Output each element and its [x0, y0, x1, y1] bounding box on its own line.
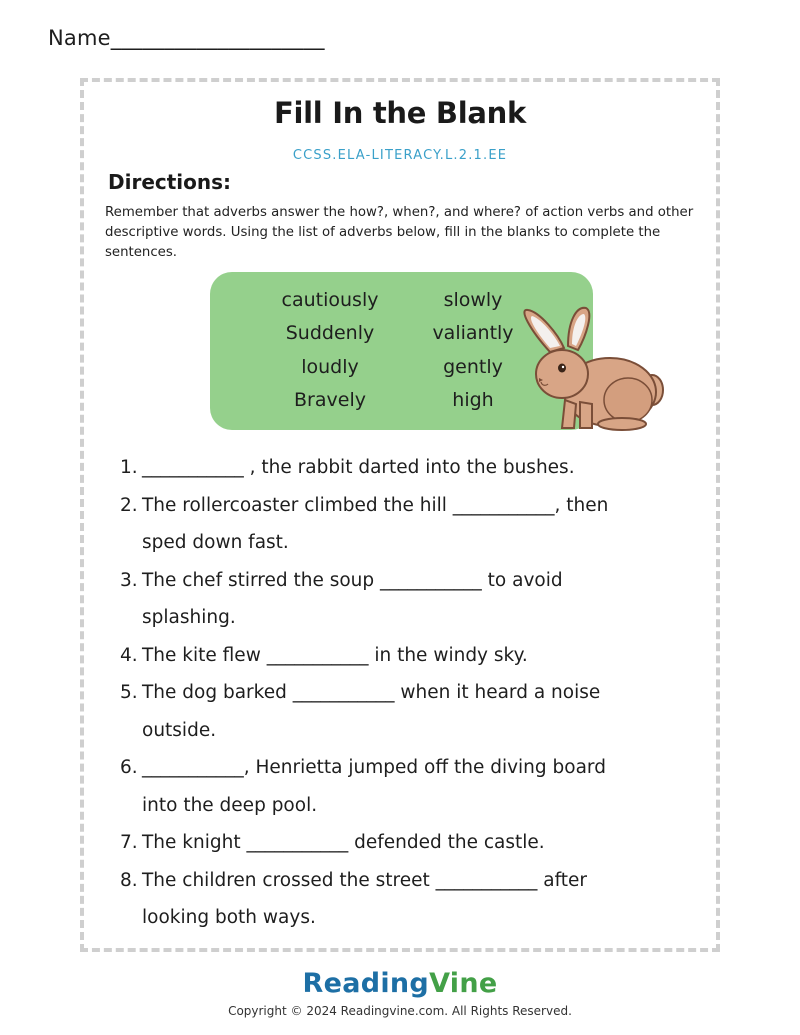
question-text-continued: outside. — [142, 719, 217, 741]
question-text: The chef stirred the soup ___________ to avoid — [142, 569, 563, 591]
question-text: The children crossed the street ___________ after — [142, 869, 587, 891]
readingvine-logo — [0, 968, 800, 999]
question-item — [120, 674, 720, 749]
question-number: 2. — [120, 494, 138, 516]
question-text-continued: sped down fast. — [142, 532, 289, 553]
word-bank-item: high — [452, 389, 494, 411]
question-text: ___________, Henrietta jumped off the diving board — [142, 757, 606, 778]
question-item — [120, 824, 720, 862]
question-item — [120, 637, 720, 675]
question-number: 4. — [120, 644, 138, 666]
question-text: ___________ , the rabbit darted into the bushes. — [142, 457, 575, 478]
directions-heading: Directions: — [108, 170, 232, 194]
name-field-line: Name____________________ — [48, 26, 325, 50]
question-item — [120, 749, 720, 824]
word-bank-item: valiantly — [432, 322, 514, 344]
question-number: 3. — [120, 569, 138, 591]
question-number: 1. — [120, 457, 138, 478]
directions-text: Remember that adverbs answer the how?, when?, and where? of action verbs and other descriptive words. Using the list of adverbs below, fill in the blanks to complete the sentences. — [105, 205, 694, 260]
question-item — [120, 487, 720, 562]
word-bank-item: Bravely — [294, 389, 366, 411]
word-bank-item: Suddenly — [285, 322, 375, 344]
word-bank-item: gently — [443, 356, 503, 378]
question-list — [120, 449, 720, 937]
question-item — [120, 449, 720, 487]
question-item — [120, 562, 720, 637]
word-bank-item: cautiously — [281, 289, 379, 311]
question-text-continued: splashing. — [142, 607, 236, 628]
question-number: 6. — [120, 757, 138, 778]
worksheet-title: Fill In the Blank — [274, 96, 526, 130]
word-bank-item: loudly — [301, 356, 359, 378]
question-text: The knight ___________ defended the castle. — [142, 832, 545, 853]
question-text-continued: looking both ways. — [142, 907, 316, 928]
question-text: The dog barked ___________ when it heard a noise — [142, 682, 601, 703]
question-item — [120, 862, 720, 937]
question-number: 7. — [120, 832, 138, 853]
rabbit-illustration — [510, 300, 670, 440]
logo-reading: Reading — [302, 968, 430, 999]
question-number: 8. — [120, 869, 138, 891]
question-text: The rollercoaster climbed the hill ___________, then — [142, 494, 609, 516]
question-text-continued: into the deep pool. — [142, 794, 318, 816]
logo-vine: Vine — [429, 968, 498, 999]
question-text: The kite flew ___________ in the windy sky. — [142, 644, 528, 666]
standard-code: CCSS.ELA-LITERACY.L.2.1.EE — [292, 148, 508, 163]
question-number: 5. — [120, 682, 138, 703]
word-bank-item: slowly — [443, 289, 503, 311]
copyright-text: Copyright © 2024 Readingvine.com. All Rights Reserved. — [228, 1004, 572, 1018]
